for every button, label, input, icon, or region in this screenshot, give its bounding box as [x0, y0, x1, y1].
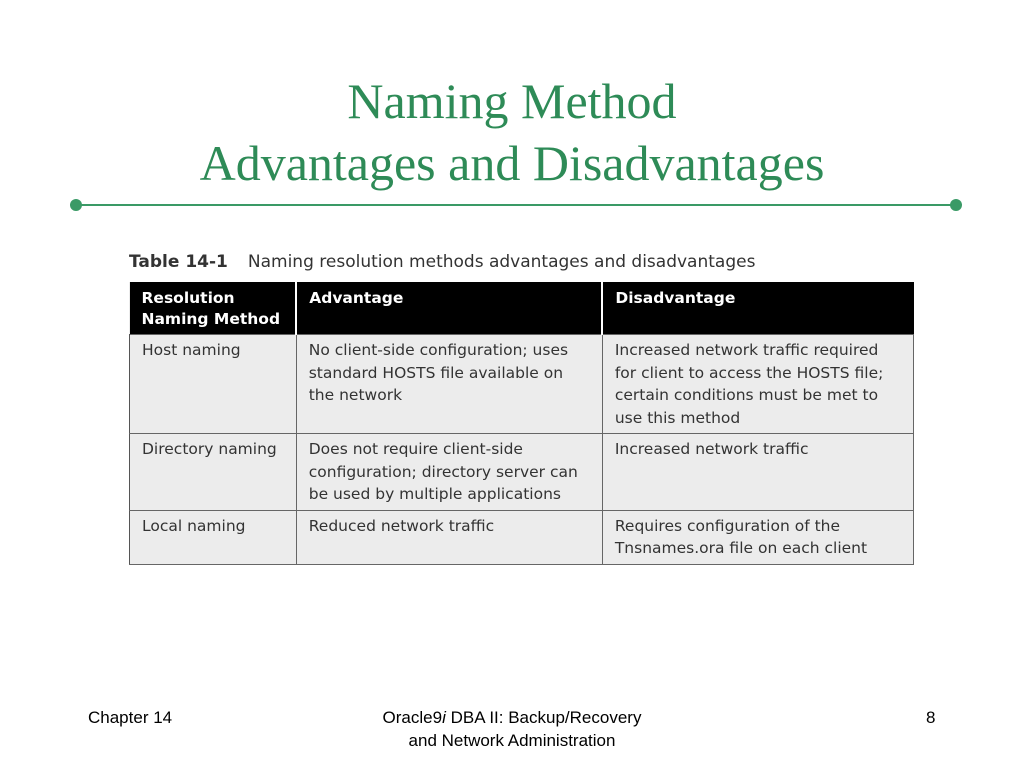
header-disadvantage: Disadvantage [602, 282, 913, 335]
table-row [130, 510, 914, 564]
cell-advantage: Does not require client-side configuration; directory server can be used by multiple applications [296, 434, 602, 511]
footer-course-italic: i [442, 708, 446, 727]
footer-page-number: 8 [926, 708, 936, 727]
table-caption-label: Table 14-1 [129, 252, 228, 272]
footer-course-line2: and Network Administration [408, 731, 616, 750]
naming-methods-table [129, 282, 914, 565]
table-header-row [130, 282, 914, 335]
cell-method: Local naming [130, 510, 297, 564]
table-row [130, 335, 914, 434]
header-naming-method: Naming Method [141, 310, 281, 328]
footer-course-suffix: DBA II: Backup/Recovery [445, 708, 642, 727]
table-row [130, 434, 914, 511]
cell-advantage: Reduced network traffic [296, 510, 602, 564]
footer-course-prefix: Oracle9 [382, 708, 443, 727]
table-caption-text: Naming resolution methods advantages and disadvantages [247, 252, 756, 272]
cell-method: Host naming [130, 335, 297, 434]
slide-title-line-1: Naming Method [347, 73, 677, 129]
divider-right-dot [950, 199, 962, 211]
slide-title [0, 70, 1024, 194]
divider-left-dot [70, 199, 82, 211]
cell-disadvantage: Increased network traffic required for client to access the HOSTS file; certain conditions must be met to use this method [602, 335, 913, 434]
cell-disadvantage: Increased network traffic [602, 434, 913, 511]
cell-advantage: No client-side configuration; uses standard HOSTS file available on the network [296, 335, 602, 434]
cell-disadvantage: Requires configuration of the Tnsnames.ora file on each client [602, 510, 913, 564]
title-divider [76, 204, 956, 206]
cell-method: Directory naming [130, 434, 297, 511]
footer-course-title [312, 706, 712, 752]
slide-title-line-2: Advantages and Disadvantages [199, 135, 825, 191]
header-resolution-naming-method [130, 282, 297, 335]
header-advantage: Advantage [296, 282, 602, 335]
footer-chapter: Chapter 14 [88, 708, 173, 727]
header-resolution: Resolution [141, 289, 235, 307]
table-caption [129, 252, 755, 272]
